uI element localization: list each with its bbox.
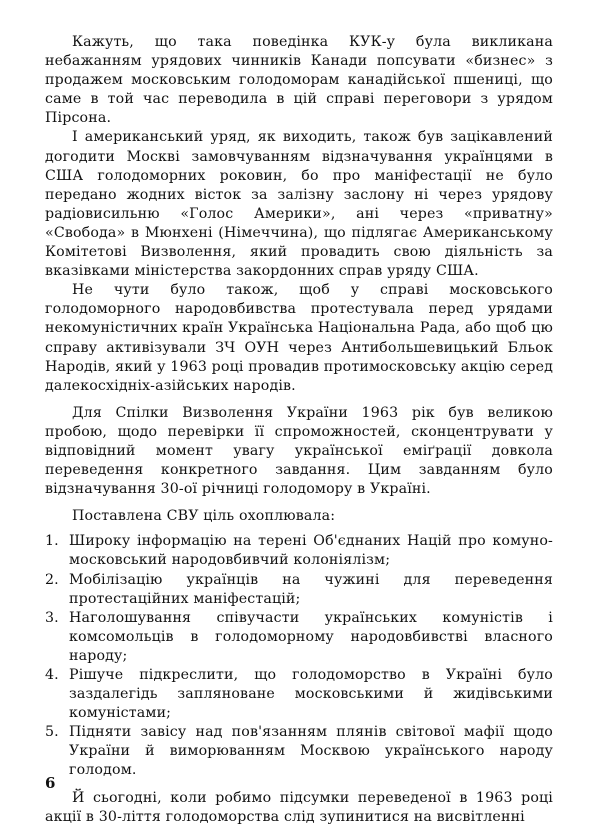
list-item-text: Наголошування співучасти українських комуністів і комсомольців в голодоморному народовбивстві власного народу; (69, 609, 553, 664)
list-item-number: 3. (45, 609, 59, 626)
list-item (45, 532, 553, 570)
list-item (45, 666, 553, 723)
list-item-number: 2. (45, 571, 59, 588)
goals-list (45, 532, 553, 780)
paragraph-us-government: І американський уряд, як виходить, також був зацікавлений догодити Москві замовчуванням відзначування українцями в США голодоморних роковин, бо про маніфестації не було передано жодних вісток за залізну заслону ні через урядову радіовисильню «Голос Америки», ані через «приватну» «Свобода» в Мюнхені (Німеччина), що підлягає Американському Комітетові Визволення, який провадить свою діяльність за вказівками міністерства закордонних справ уряду США. (45, 129, 553, 280)
list-item (45, 723, 553, 780)
paragraph-svu-1963: Для Спілки Визволення України 1963 рік був великою пробою, щодо перевірки її спроможностей, сконцентрувати у відповідний момент увагу української еміґрації довкола переведення конкретного завдання. Цим завданням було відзначування 30-ої річниці голодомору в Україні. (45, 404, 553, 498)
paragraph-kuk: Кажуть, що така поведінка КУК-у була викликана небажанням урядових чинників Канади попсувати «бизнес» з продажем московським голодоморам канадійської пшениці, що саме в той час переводила в цій справі переговори з урядом Пірсона. (45, 34, 553, 127)
paragraph-unr-ouns: Не чути було також, щоб у справі московського голодоморного народовбивства протестувала перед урядами некомуністичних країн Українська Національна Рада, або щоб цю справу активізували ЗЧ ОУН через Антибольшевицький Бльок Народів, який у 1963 році провадив протимосковську акцію серед далекосхідніх-азійських народів. (45, 282, 553, 394)
list-item-number: 4. (45, 667, 59, 683)
list-item-number: 5. (45, 724, 59, 741)
list-item-text: Підняти завісу над пов'язанням плянів світової мафії щодо України й виморюванням Москвою українського народу голодом. (69, 724, 553, 779)
list-item (45, 571, 553, 609)
list-intro: Поставлена СВУ ціль охоплювала: (72, 508, 336, 525)
page-number: 6 (45, 774, 56, 792)
list-item-text: Широку інформацію на терені Об'єднаних Націй про комуно-московський народовбивчий колоніялізм; (69, 533, 553, 569)
paragraph-closing: Й сьогодні, коли робимо підсумки переведеної в 1963 році акції в 30-ліття голодоморства слід зупинитися на висвітленні (45, 789, 553, 825)
list-item-text: Мобілізацію українців на чужині для переведення протестаційних маніфестацій; (69, 571, 553, 607)
document-page (45, 33, 553, 827)
list-item-text: Рішуче підкреслити, що голодоморство в Україні було заздалегідь запляноване московськими й жидівськими комуністами; (69, 667, 553, 722)
list-item (45, 609, 553, 666)
list-item-number: 1. (45, 533, 59, 550)
